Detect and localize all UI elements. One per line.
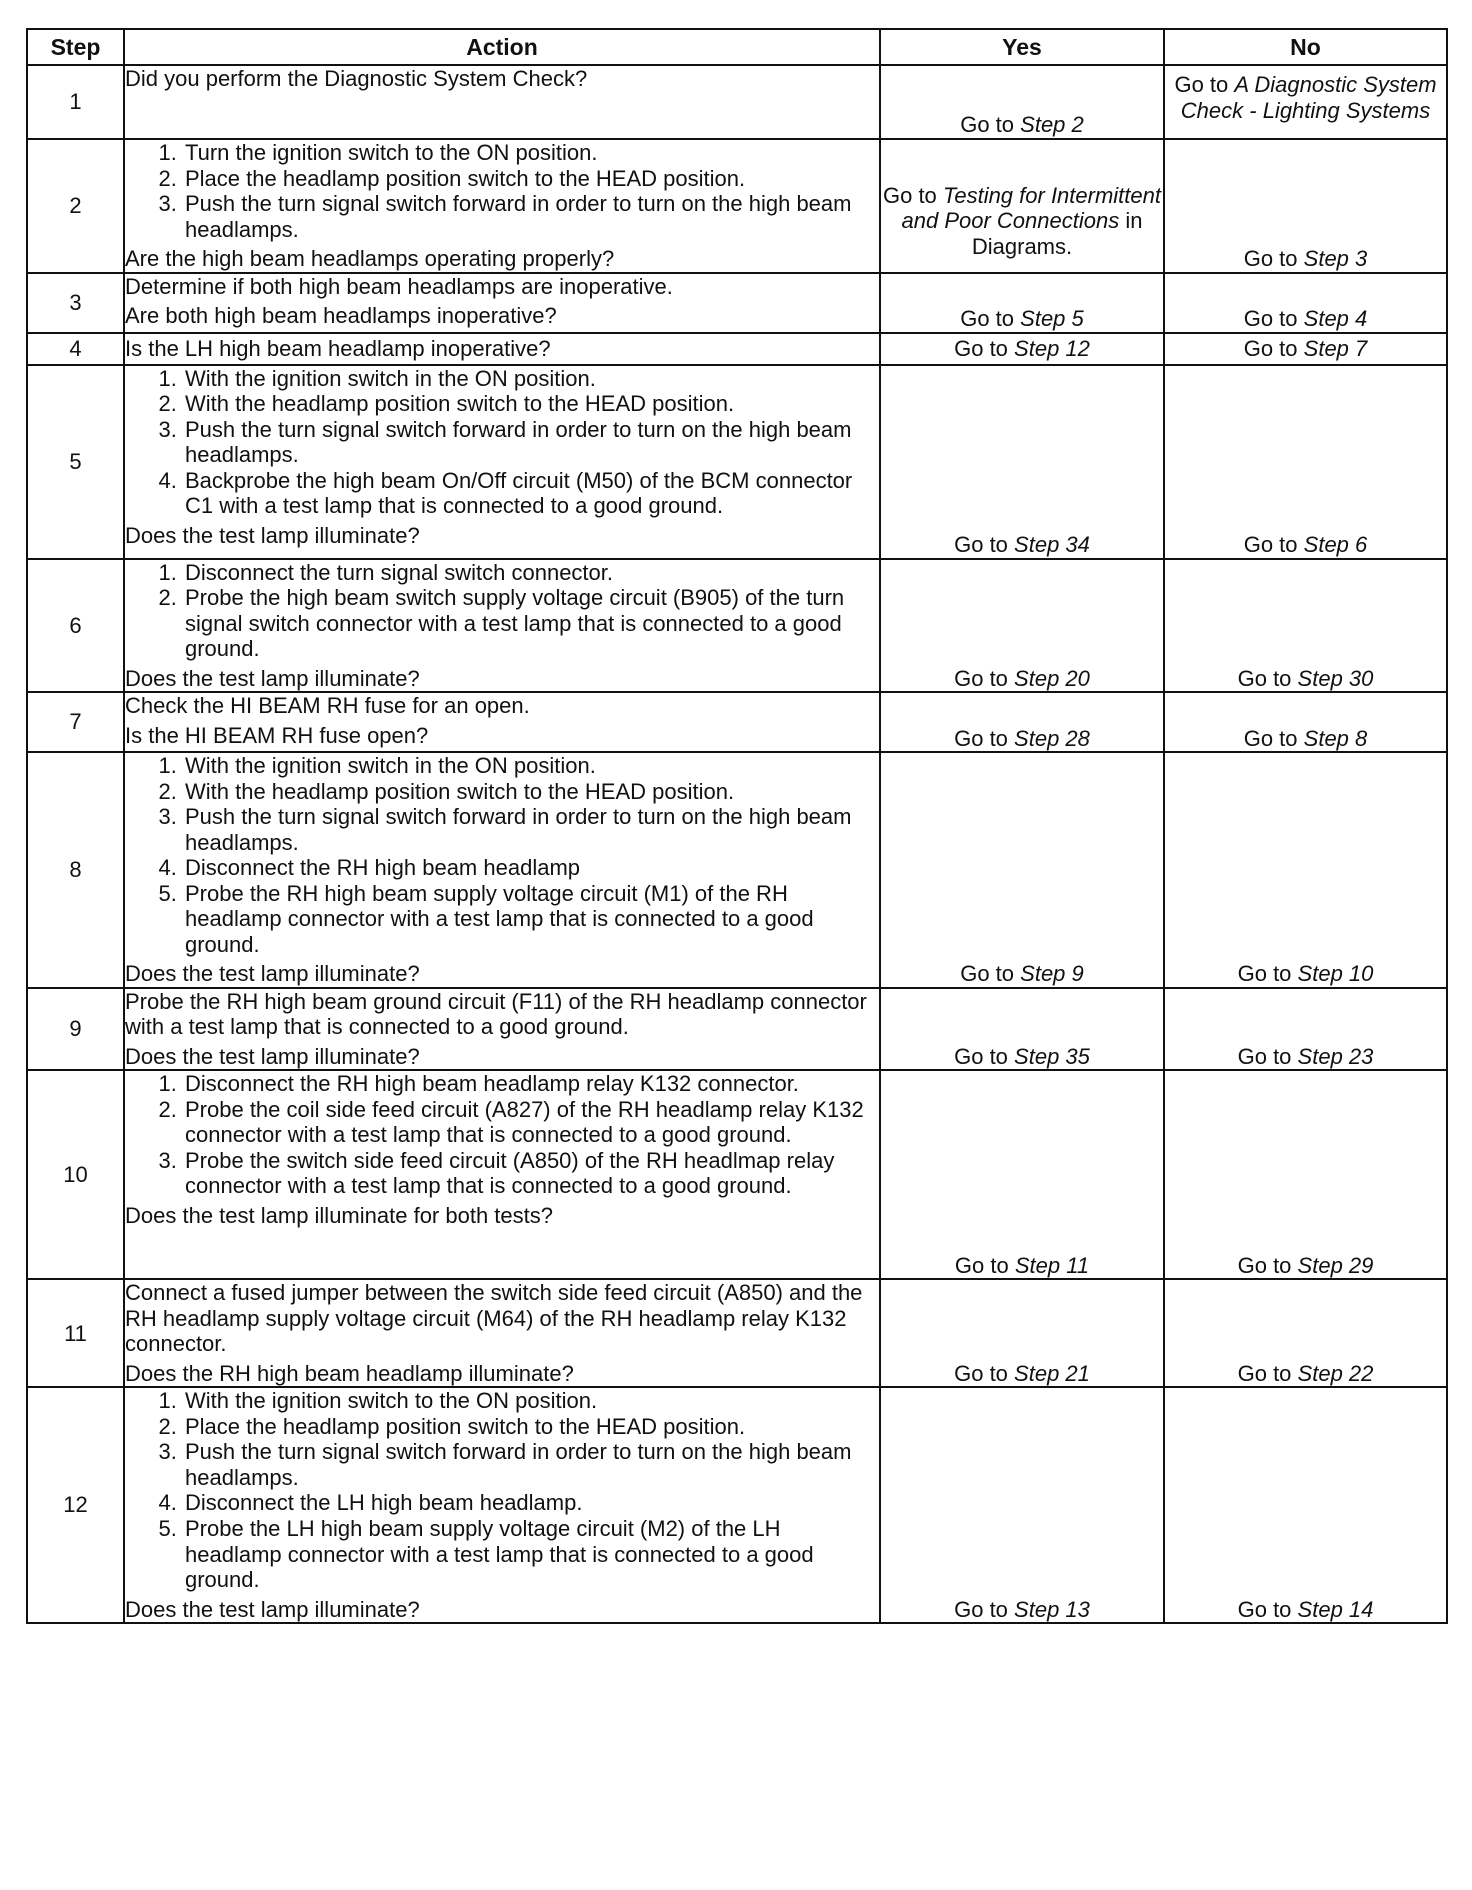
no-cell (1164, 1279, 1447, 1387)
no-cell (1164, 988, 1447, 1071)
action-cell (124, 692, 880, 752)
yes-prefix: Go to (960, 306, 1015, 332)
action-step: 2. With the headlamp position switch to the HEAD position. (183, 391, 879, 417)
action-cell (124, 65, 880, 139)
yes-prefix: Go to (954, 665, 1008, 691)
action-cell (124, 988, 880, 1071)
no-cell (1164, 1070, 1447, 1279)
no-cell (1164, 559, 1447, 693)
table-row (27, 692, 1447, 752)
action-cell (124, 752, 880, 988)
action-step: 5. Probe the RH high beam supply voltage circuit (M1) of the RH headlamp connector with a test lamp that is connected to a good ground. (183, 881, 879, 958)
no-link[interactable]: A Diagnostic System Check - Lighting Systems (1180, 72, 1437, 123)
step-number: 11 (27, 1279, 124, 1387)
yes-link[interactable]: Step 11 (1014, 1252, 1090, 1278)
no-link[interactable]: Step 23 (1297, 1043, 1374, 1069)
yes-cell (880, 333, 1164, 365)
no-cell (1164, 692, 1447, 752)
no-cell (1164, 65, 1447, 139)
action-text: Did you perform the Diagnostic System Check? (125, 66, 588, 91)
no-link[interactable]: Step 6 (1303, 532, 1368, 558)
no-link[interactable]: Step 3 (1303, 246, 1368, 272)
no-cell (1164, 752, 1447, 988)
no-link[interactable]: Step 8 (1303, 725, 1368, 751)
no-cell (1164, 139, 1447, 273)
no-prefix: Go to (1237, 665, 1292, 691)
table-row (27, 1070, 1447, 1279)
action-step: 3. Probe the switch side feed circuit (A850) of the RH headlmap relay connector with a test lamp that is connected to a good ground. (183, 1148, 879, 1199)
action-text: Is the LH high beam headlamp inoperative? (125, 335, 551, 361)
table-row (27, 139, 1447, 273)
action-cell (124, 273, 880, 333)
no-link[interactable]: Step 22 (1297, 1360, 1374, 1386)
action-question: Are both high beam headlamps inoperative? (125, 303, 557, 329)
no-cell (1164, 365, 1447, 559)
action-step: 1. Disconnect the turn signal switch connector. (183, 560, 879, 586)
action-steps (125, 1388, 879, 1592)
no-prefix: Go to (1243, 336, 1298, 362)
no-prefix: Go to (1243, 725, 1298, 751)
action-cell (124, 1070, 880, 1279)
yes-link[interactable]: Step 5 (1020, 306, 1084, 332)
no-cell (1164, 1387, 1447, 1623)
yes-cell (880, 1279, 1164, 1387)
yes-link[interactable]: Testing for Intermittent and Poor Connections (901, 182, 1161, 234)
action-step: 2. Place the headlamp position switch to the HEAD position. (183, 166, 879, 192)
yes-prefix: Go to (954, 725, 1008, 751)
action-step: 1. With the ignition switch in the ON position. (183, 366, 879, 392)
yes-cell (880, 692, 1164, 752)
action-question: Does the test lamp illuminate? (125, 1043, 420, 1069)
action-text: Determine if both high beam headlamps are inoperative. (125, 273, 673, 299)
action-step: 3. Push the turn signal switch forward in order to turn on the high beam headlamps. (183, 1439, 879, 1490)
no-cell (1164, 333, 1447, 365)
action-step: 4. Backprobe the high beam On/Off circuit (M50) of the BCM connector C1 with a test lamp that is connected to a good ground. (183, 468, 879, 519)
step-number: 8 (27, 752, 124, 988)
action-step: 3. Push the turn signal switch forward in order to turn on the high beam headlamps. (183, 417, 879, 468)
action-text: Connect a fused jumper between the switch side feed circuit (A850) and the RH headlamp supply voltage circuit (M64) of the RH headlamp relay K132 connector. (125, 1280, 863, 1357)
action-step: 4. Disconnect the LH high beam headlamp. (183, 1490, 879, 1516)
yes-cell (880, 139, 1164, 273)
table-row (27, 65, 1447, 139)
yes-prefix: Go to (954, 336, 1008, 362)
yes-link[interactable]: Step 28 (1014, 725, 1090, 751)
table-row (27, 333, 1447, 365)
no-prefix: Go to (1243, 532, 1298, 558)
action-steps (125, 366, 879, 519)
yes-link[interactable]: Step 13 (1014, 1596, 1090, 1622)
action-step: 1. Turn the ignition switch to the ON position. (183, 140, 879, 166)
action-steps (125, 560, 879, 662)
yes-tail: Diagrams. (971, 233, 1073, 259)
header-no: No (1164, 29, 1447, 65)
step-number: 6 (27, 559, 124, 693)
yes-prefix: Go to (954, 532, 1008, 558)
action-step: 5. Probe the LH high beam supply voltage circuit (M2) of the LH headlamp connector with a test lamp that is connected to a good ground. (183, 1516, 879, 1593)
action-question: Is the HI BEAM RH fuse open? (125, 722, 429, 748)
step-number: 7 (27, 692, 124, 752)
no-prefix: Go to (1237, 1596, 1292, 1622)
action-steps (125, 1071, 879, 1199)
no-link[interactable]: Step 29 (1297, 1252, 1374, 1278)
no-cell (1164, 273, 1447, 333)
header-step: Step (27, 29, 124, 65)
no-prefix: Go to (1243, 246, 1298, 272)
yes-cell (880, 1387, 1164, 1623)
action-question: Does the test lamp illuminate? (125, 665, 420, 691)
no-prefix: Go to (1237, 961, 1292, 987)
table-row (27, 559, 1447, 693)
action-question: Does the test lamp illuminate for both tests? (125, 1202, 553, 1228)
action-text: Check the HI BEAM RH fuse for an open. (125, 693, 530, 719)
table-row (27, 752, 1447, 988)
action-step: 2. Place the headlamp position switch to the HEAD position. (183, 1414, 879, 1440)
action-step: 2. Probe the high beam switch supply voltage circuit (B905) of the turn signal switch connector with a test lamp that is connected to a good ground. (183, 585, 879, 662)
no-link[interactable]: Step 14 (1297, 1596, 1374, 1622)
yes-prefix: Go to (882, 182, 937, 208)
yes-link[interactable]: Step 21 (1014, 1360, 1090, 1386)
action-steps (125, 140, 879, 242)
no-prefix: Go to (1243, 306, 1298, 332)
step-number: 5 (27, 365, 124, 559)
yes-cell (880, 559, 1164, 693)
yes-prefix: Go to (960, 112, 1015, 138)
action-step: 3. Push the turn signal switch forward in order to turn on the high beam headlamps. (183, 804, 879, 855)
action-cell (124, 1387, 880, 1623)
step-number: 9 (27, 988, 124, 1071)
action-cell (124, 559, 880, 693)
action-steps (125, 753, 879, 957)
no-prefix: Go to (1174, 72, 1229, 97)
action-step: 4. Disconnect the RH high beam headlamp (183, 855, 879, 881)
yes-link[interactable]: Step 34 (1014, 532, 1090, 558)
no-prefix: Go to (1237, 1043, 1292, 1069)
action-question: Does the RH high beam headlamp illuminate? (125, 1360, 574, 1386)
action-step: 1. With the ignition switch in the ON position. (183, 753, 879, 779)
yes-cell (880, 1070, 1164, 1279)
header-yes: Yes (880, 29, 1164, 65)
yes-link[interactable]: Step 12 (1014, 336, 1090, 362)
yes-prefix: Go to (954, 1252, 1009, 1278)
yes-cell (880, 988, 1164, 1071)
yes-link[interactable]: Step 9 (1020, 961, 1084, 987)
no-link[interactable]: Step 4 (1303, 306, 1368, 332)
action-step: 1. With the ignition switch to the ON position. (183, 1388, 879, 1414)
step-number: 1 (27, 65, 124, 139)
action-step: 1. Disconnect the RH high beam headlamp relay K132 connector. (183, 1071, 879, 1097)
step-number: 12 (27, 1387, 124, 1623)
table-row (27, 365, 1447, 559)
yes-prefix: Go to (954, 1596, 1008, 1622)
action-step: 2. Probe the coil side feed circuit (A827) of the RH headlamp relay K132 connector with a test lamp that is connected to a good ground. (183, 1097, 879, 1148)
action-question: Are the high beam headlamps operating properly? (125, 246, 615, 272)
step-number: 3 (27, 273, 124, 333)
yes-link[interactable]: Step 2 (1020, 112, 1084, 138)
table-row (27, 1387, 1447, 1623)
table-row (27, 273, 1447, 333)
table-row (27, 988, 1447, 1071)
action-step: 3. Push the turn signal switch forward in order to turn on the high beam headlamps. (183, 191, 879, 242)
action-step: 2. With the headlamp position switch to the HEAD position. (183, 779, 879, 805)
yes-mid: in (1125, 208, 1143, 234)
yes-link[interactable]: Step 35 (1014, 1043, 1090, 1069)
yes-cell (880, 65, 1164, 139)
action-question: Does the test lamp illuminate? (125, 522, 420, 548)
table-row (27, 1279, 1447, 1387)
no-link[interactable]: Step 7 (1303, 336, 1368, 362)
action-question: Does the test lamp illuminate? (125, 1596, 420, 1622)
header-row (27, 29, 1447, 65)
no-link[interactable]: Step 10 (1297, 961, 1374, 987)
yes-cell (880, 365, 1164, 559)
action-cell (124, 333, 880, 365)
yes-prefix: Go to (954, 1043, 1008, 1069)
yes-cell (880, 752, 1164, 988)
diagnostic-page (26, 28, 1446, 1624)
yes-prefix: Go to (954, 1360, 1008, 1386)
yes-cell (880, 273, 1164, 333)
diagnostic-table (26, 28, 1448, 1624)
step-number: 10 (27, 1070, 124, 1279)
action-question: Does the test lamp illuminate? (125, 961, 420, 987)
action-cell (124, 1279, 880, 1387)
action-cell (124, 139, 880, 273)
action-cell (124, 365, 880, 559)
yes-prefix: Go to (960, 961, 1015, 987)
step-number: 2 (27, 139, 124, 273)
header-action: Action (124, 29, 880, 65)
no-prefix: Go to (1237, 1252, 1292, 1278)
step-number: 4 (27, 333, 124, 365)
yes-link[interactable]: Step 20 (1014, 665, 1090, 691)
no-prefix: Go to (1237, 1360, 1292, 1386)
no-link[interactable]: Step 30 (1297, 665, 1374, 691)
action-text: Probe the RH high beam ground circuit (F11) of the RH headlamp connector with a test lamp that is connected to a good ground. (125, 988, 867, 1040)
